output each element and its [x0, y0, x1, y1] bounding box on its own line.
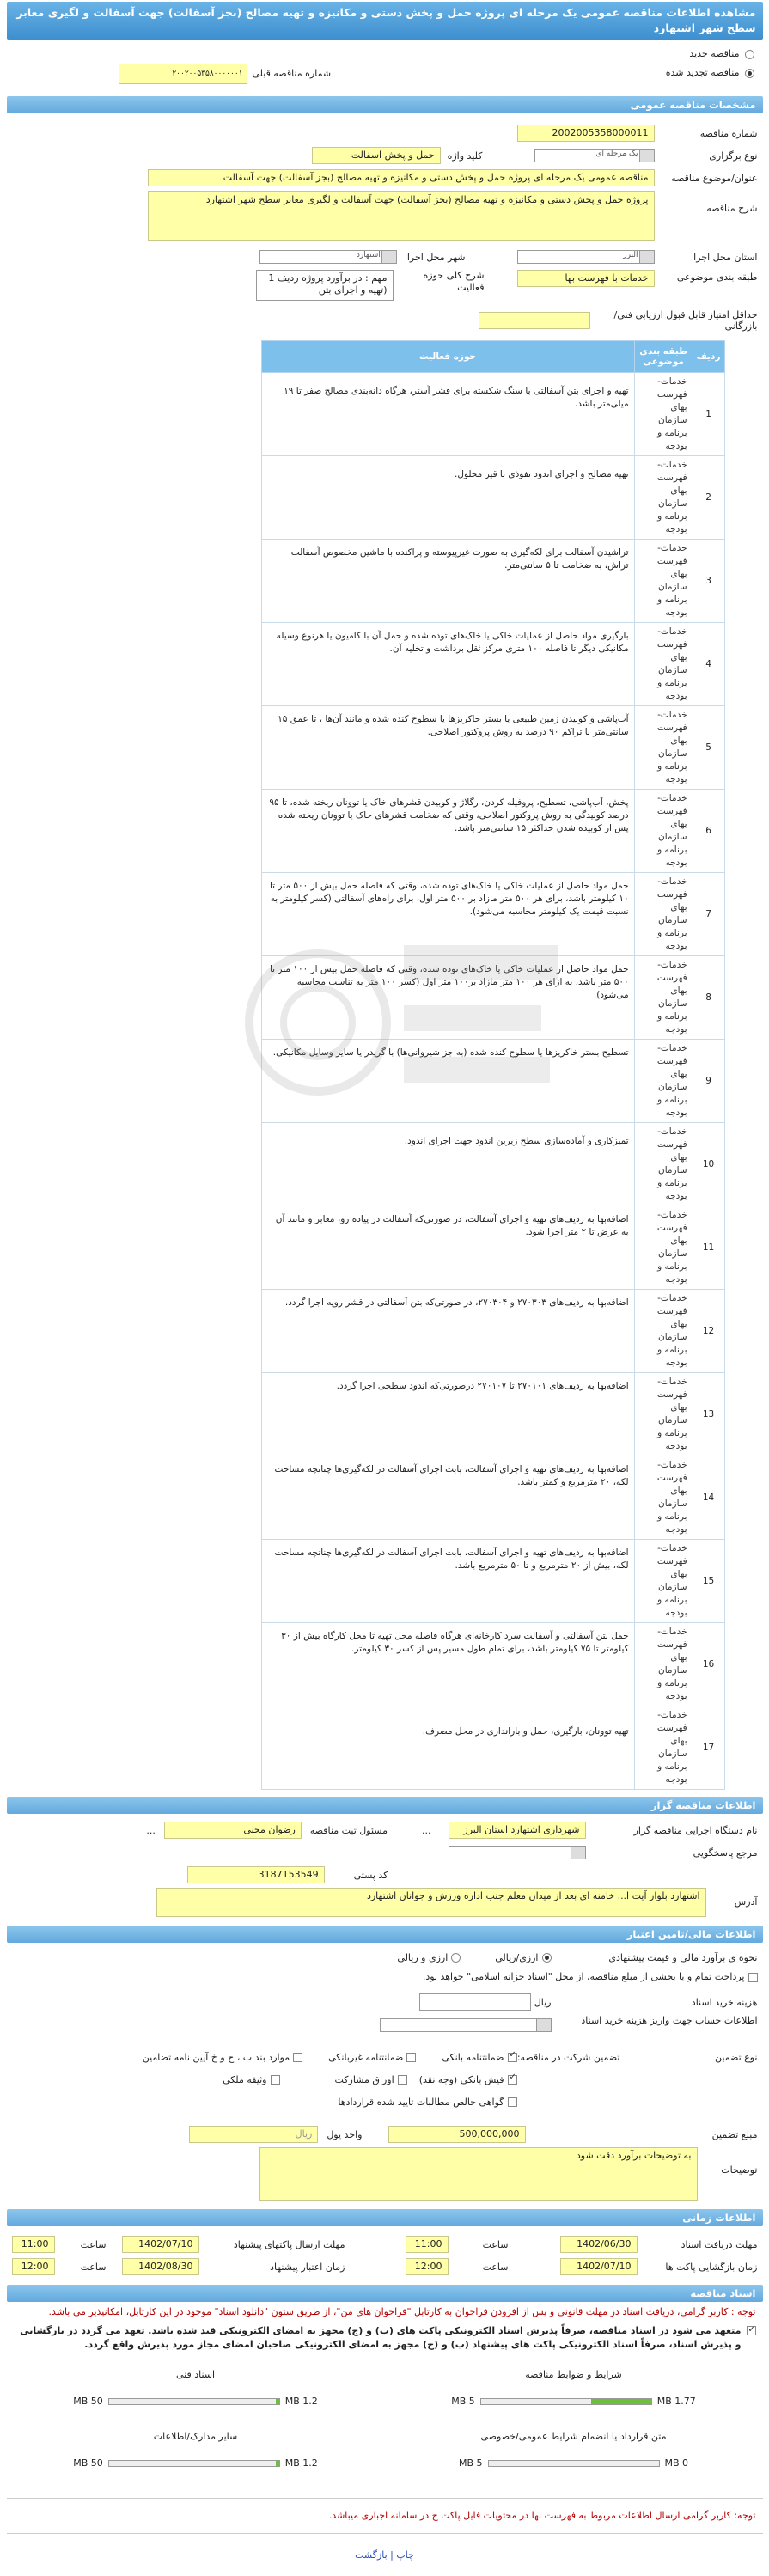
- col-row: ردیف: [693, 341, 724, 373]
- g-check-label: فیش بانکی (وجه نقد): [418, 2073, 504, 2085]
- eval-opt2-radio[interactable]: [451, 1953, 461, 1963]
- section-docs: اسناد مناقصه: [7, 2285, 763, 2302]
- subject-field: مناقصه عمومی یک مرحله ای پروژه حمل و پخش دستی و مکانیزه و تهیه مصالح (بجز آسفالت) جهت آسفالت: [148, 169, 655, 186]
- notes-label: توضیحات: [721, 2164, 758, 2176]
- row-number: 5: [693, 706, 724, 790]
- g-bank-checkbox[interactable]: [508, 2053, 517, 2062]
- file2: [33, 2369, 359, 2407]
- province-select[interactable]: البرز: [517, 250, 655, 264]
- files-area: [7, 2369, 763, 2407]
- org-ref-select[interactable]: [449, 1846, 586, 1859]
- scope-listbox[interactable]: مهم : در برآورد پروژه ردیف 1 (تهیه و اجرای بتن: [256, 270, 394, 301]
- address-label: آدرس: [734, 1896, 758, 1908]
- table-row: [261, 1206, 724, 1290]
- row-category: خدمات- فهرست بهای سازمان برنامه و بودجه: [634, 540, 693, 623]
- table-row: [261, 456, 724, 540]
- category-label: طبقه بندی موضوعی: [676, 272, 758, 283]
- row-category: خدمات- فهرست بهای سازمان برنامه و بودجه: [634, 1290, 693, 1373]
- valid-label: زمان اعتبار پیشنهاد: [270, 2261, 345, 2273]
- open-date: 1402/07/10: [560, 2258, 638, 2275]
- g-cases-label: موارد بند ب ، ج و خ آیین نامه تضامین: [142, 2051, 290, 2063]
- row-number: 3: [693, 540, 724, 623]
- send-date: 1402/07/10: [122, 2236, 199, 2253]
- row-number: 7: [693, 873, 724, 956]
- min-score-label: حداقل امتیاز قابل قبول ارزیابی فنی/بازرگانی: [613, 309, 758, 332]
- doc-note1: توجه : کاربر گرامی، دریافت اسناد در مهلت قانونی و پس از افزودن فراخوان به کارتابل "فراخوان های من"، از طریق ستون "دانلود اسناد" موجود در این کارتابل، امکانپذیر می باشد.: [48, 2306, 756, 2317]
- commit-checkbox[interactable]: [747, 2326, 756, 2335]
- prev-number-label: شماره مناقصه قبلی: [252, 68, 332, 79]
- row-category: خدمات- فهرست بهای سازمان برنامه و بودجه: [634, 1206, 693, 1290]
- row-category: خدمات- فهرست بهای سازمان برنامه و بودجه: [634, 1373, 693, 1456]
- pay-text: پرداخت تمام و یا بخشی از مبلغ مناقصه، از محل "اسناد خزانه اسلامی" خواهد بود.: [422, 1971, 745, 1982]
- file4-size: 1.2 MB: [284, 2457, 318, 2469]
- doc-cost-label: هزینه خرید اسناد: [691, 1996, 758, 2008]
- keyword-field: حمل و پخش آسفالت: [312, 147, 441, 164]
- file1-bar: [591, 2399, 650, 2404]
- col-category: طبقه بندی موضوعی: [634, 341, 693, 373]
- amount-label: مبلغ تضمین: [711, 2128, 758, 2140]
- type-renew-radio[interactable]: [745, 69, 754, 78]
- row-category: خدمات- فهرست بهای سازمان برنامه و بودجه: [634, 1540, 693, 1623]
- category-field: خدمات با فهرست بها: [517, 270, 655, 287]
- g-nonbank-label: ضمانتنامه غیربانکی: [328, 2051, 404, 2063]
- row-number: 17: [693, 1706, 724, 1790]
- row-number: 13: [693, 1373, 724, 1456]
- file4: [33, 2431, 359, 2469]
- recv-label: مهلت دریافت اسناد: [681, 2238, 758, 2250]
- g-nonbank-checkbox[interactable]: [406, 2053, 416, 2062]
- number-label: شماره مناقصه: [699, 127, 758, 139]
- row-number: 15: [693, 1540, 724, 1623]
- recv-date: 1402/06/30: [560, 2236, 638, 2253]
- table-row: [261, 873, 724, 956]
- g-property-checkbox[interactable]: [271, 2075, 280, 2085]
- open-label: زمان بازگشایی پاکت ها: [665, 2261, 758, 2273]
- scope-label: شرح کلی حوزه فعالیت: [423, 270, 485, 293]
- table-row: [261, 1456, 724, 1540]
- row-scope: حمل مواد حاصل از عملیات خاکی یا خاک‌های توده شده، وقتی که فاصله حمل بیش از ۵۰۰ متر تا ۱۰ کیلومتر باشد، برای هر ۵۰۰ متر مازاد بر ۵۰۰ متر اول، برای راه‌های آسفالتی (کسر کیلومتر به نسبت قیمت یک کیلومتر محاسبه می‌شود).: [261, 873, 634, 956]
- table-row: [261, 1623, 724, 1706]
- file2-size: 1.2 MB: [284, 2396, 318, 2407]
- desc-label: شرح مناقصه: [706, 203, 758, 214]
- row-number: 10: [693, 1123, 724, 1206]
- col-scope: حوزه فعالیت: [261, 341, 634, 373]
- open-time: 12:00: [406, 2258, 449, 2275]
- unit-label: واحد پول: [327, 2128, 363, 2140]
- prev-number-field: ۲۰۰۲۰۰۵۳۵۸۰۰۰۰۰۰۱: [119, 64, 247, 84]
- g-bonds-checkbox[interactable]: [398, 2075, 407, 2085]
- row-number: 8: [693, 956, 724, 1040]
- file2-label: اسناد فنی: [175, 2369, 216, 2380]
- valid-time: 12:00: [12, 2258, 55, 2275]
- doc-cost-field: [419, 1993, 531, 2011]
- eval-opt1-label: ارزی/ریالی: [495, 1951, 539, 1963]
- doc-cost-unit: ریال: [534, 1996, 552, 2008]
- file1-size: 1.77 MB: [656, 2396, 696, 2407]
- table-row: [261, 1290, 724, 1373]
- org-name-label: نام دستگاه اجرایی مناقصه گزار: [633, 1824, 758, 1836]
- row-category: خدمات- فهرست بهای سازمان برنامه و بودجه: [634, 956, 693, 1040]
- postal-field: 3187153549: [187, 1866, 325, 1883]
- postal-label: کد پستی: [353, 1869, 388, 1881]
- g-cert-checkbox[interactable]: [508, 2097, 517, 2107]
- open-time-word: ساعت: [482, 2261, 509, 2273]
- type-new-radio[interactable]: [745, 50, 754, 59]
- row-number: 2: [693, 456, 724, 540]
- file3: [411, 2431, 737, 2469]
- valid-time-word: ساعت: [80, 2261, 107, 2273]
- g-bank-label: ضمانتنامه بانکی: [442, 2051, 504, 2063]
- unit-field: ریال: [189, 2126, 318, 2143]
- row-scope: تهیه و اجرای بتن آسفالتی با سنگ شکسته برای قشر آستر، هرگاه دانه‌بندی مصالح صفر تا ۱۹ میلی‌متر باشد.: [261, 373, 634, 456]
- files-area-2: [7, 2431, 763, 2469]
- table-row: [261, 790, 724, 873]
- file4-label: سایر مدارک/اطلاعات: [153, 2431, 238, 2442]
- pay-checkbox[interactable]: [748, 1973, 758, 1982]
- table-row: [261, 540, 724, 623]
- table-row: [261, 1123, 724, 1206]
- row-number: 6: [693, 790, 724, 873]
- file2-max: 50 MB: [73, 2396, 103, 2407]
- row-category: خدمات- فهرست بهای سازمان برنامه و بودجه: [634, 1123, 693, 1206]
- type-renew-label: مناقصه تجدید شده: [665, 67, 740, 78]
- valid-date: 1402/08/30: [122, 2258, 199, 2275]
- row-category: خدمات- فهرست بهای سازمان برنامه و بودجه: [634, 1706, 693, 1790]
- file4-max: 50 MB: [73, 2457, 103, 2469]
- row-category: خدمات- فهرست بهای سازمان برنامه و بودجه: [634, 1456, 693, 1540]
- activity-table: [261, 340, 725, 1790]
- org-resp-label: مسئول ثبت مناقصه: [309, 1824, 388, 1836]
- final-note: توجه: کاربر گرامی ارسال اطلاعات مربوط به فهرست بها در محتویات فایل پاکت ج در سامانه اجباری میباشد.: [328, 2510, 756, 2521]
- table-row: [261, 956, 724, 1040]
- row-category: خدمات- فهرست بهای سازمان برنامه و بودجه: [634, 873, 693, 956]
- row-scope: اضافه‌بها به ردیف‌های تهیه و اجرای آسفالت، بابت اجرای آسفالت در لکه‌گیری‌ها چنانچه مساحت لکه، ۲۰ مترمربع و کمتر باشد.: [261, 1456, 634, 1540]
- row-scope: تهیه توونان، بارگیری، حمل و باراندازی در محل مصرف.: [261, 1706, 634, 1790]
- guarantee-label: نوع تضمین: [715, 2051, 758, 2063]
- g-cases-checkbox[interactable]: [293, 2053, 302, 2062]
- row-scope: اضافه‌بها به ردیف‌های ۲۷۰۱۰۱ تا ۲۷۰۱۰۷ درصورتی‌که اندود سطحی اجرا گردد.: [261, 1373, 634, 1456]
- table-row: [261, 706, 724, 790]
- account-select[interactable]: [380, 2018, 552, 2032]
- tender-type-group: [7, 40, 763, 89]
- section-finance: اطلاعات مالی/تامین اعتبار: [7, 1926, 763, 1943]
- send-label: مهلت ارسال پاکتهای پیشنهاد: [233, 2238, 345, 2250]
- footer-links: چاپ | بازگشت: [355, 2549, 414, 2561]
- section-spec: مشخصات مناقصه عمومی: [7, 96, 763, 113]
- row-scope: اضافه‌بها به ردیف‌های تهیه و اجرای آسفالت، در صورتی‌که آسفالت در پیاده رو، معابر و مانند آن به عرض تا ۲ متر اجرا شود.: [261, 1206, 634, 1290]
- address-field: اشتهارد بلوار آیت ا... خامنه ای بعد از میدان معلم جنب اداره ورزش و جوانان اشتهارد: [156, 1888, 706, 1917]
- eval-opt1-radio[interactable]: [542, 1953, 552, 1963]
- row-scope: حمل بتن آسفالتی و آسفالت سرد کارخانه‌ای هرگاه فاصله محل تهیه تا محل کارگاه بیش از ۳۰ کیلومتر تا ۷۵ کیلومتر باشد، برای تمام طول مسیر پس از کسر ۳۰ کیلومتر.: [261, 1623, 634, 1706]
- account-label: اطلاعات حساب جهت واریز هزینه خرید اسناد: [581, 2015, 758, 2026]
- table-row: [261, 373, 724, 456]
- eval-opt2-label: ارزی و ریالی: [397, 1951, 449, 1963]
- g-property-label: وثیقه ملکی: [223, 2073, 267, 2085]
- doc-note2: متعهد می شود در اسناد مناقصه، صرفاً پذیرش اسناد الکترونیکی پاکت های (ب) و (ج) مجهز به امضای الکترونیکی قید شده باشد. تعهد می گردد در بارگشایی و پذیرش اسناد، صرفاً اسناد الکترونیکی پاکت های پیشنهاد (ب) و (ج) مجهز به امضای الکترونیکی صاحبان امضای مجاز مورد پذیرش واقع گردد.: [20, 2325, 742, 2350]
- table-row: [261, 1373, 724, 1456]
- g-cert-label: گواهی خالص مطالبات تایید شده قراردادها: [338, 2096, 504, 2108]
- file4-bar: [276, 2461, 279, 2466]
- page-title: مشاهده اطلاعات مناقصه عمومی یک مرحله ای پروژه حمل و پخش دستی و مکانیزه و تهیه مصالح (بجز آسفالت) جهت آسفالت و لگیری معابر سطح شهر اشتهارد: [7, 2, 763, 40]
- file3-size: 0 MB: [664, 2457, 689, 2469]
- print-link[interactable]: چاپ: [396, 2549, 414, 2561]
- section-organizer: اطلاعات مناقصه گزار: [7, 1797, 763, 1814]
- table-row: [261, 1706, 724, 1790]
- page: مشاهده اطلاعات مناقصه عمومی یک مرحله ای پروژه حمل و پخش دستی و مکانیزه و تهیه مصالح (بجز آسفالت) جهت آسفالت و لگیری معابر سطح شهر اشتهارد مناقصه جدید مناقصه تجدید شده شماره مناقصه قبلی ۲۰۰۲۰۰۵۳۵۸۰۰۰۰۰۰۱ مشخصات مناقصه عمومی شماره مناقصه 2002005358000011 نوع برگزاری یک مرحله ای کلید واژه حمل و پخش آسفالت عنوان/موضوع مناقصه مناقصه عمومی یک مرحله ای پروژه حمل و پخش دستی و مکانیزه و تهیه مصالح (بجز آسفالت) جهت آسفالت شرح مناقصه پروژه حمل و پخش دستی و مکانیزه و تهیه مصالح (بجز آسفالت) جهت آسفالت و لگیری معابر سطح شهر اشتهارد استان محل اجرا البرز شهر محل اجرا اشتهارد طبقه بندی موضوعی خدمات با فهرست بها شرح کلی حوزه فعالیت مهم : در برآورد پروژه ردیف 1 (تهیه و اجرای بتن حداقل امتیاز قابل قبول ارزیابی فنی/بازرگانی ردیف طبقه بندی موضوعی حوزه فعالیت 1 خدمات- فهرست بهای سازمان برنامه و بودجه تهیه و اجرای بتن آسفالتی با سنگ شکسته برای قشر آستر، هرگاه دانه‌بندی مصالح صفر تا ۱۹ میلی‌متر باشد. 2 خدمات- فهرست بهای سازمان برنامه و بودجه تهیه مصالح و اجرای اندود نفوذی با قیر محلول. 3 خدمات- فهرست بهای سازمان برنامه و بودجه تراشیدن آسفالت برای لکه‌گیری به صورت غیرپیوسته و پراکنده با ماشین مخصوص آسفالت تراش، به ضخامت تا ۵ سانتی‌متر. 4 خدمات- فهرست بهای سازمان برنامه و بودجه بارگیری مواد حاصل از عملیات خاکی یا خاک‌های توده شده و حمل آن با کامیون یا هرنوع وسیله مکانیکی دیگر تا فاصله ۱۰۰ متری مرکز ثقل برداشت و تخلیه آن. 5 خدمات- فهرست بهای سازمان برنامه و بودجه آب‌پاشی و کوبیدن زمین طبیعی یا بستر خاکریزها یا سطوح کنده شده و مانند آن‌ها ، تا عمق ۱۵ سانتی‌متر با تراکم ۹۰ درصد به روش پروکتور اصلاحی. 6 خدمات- فهرست بهای سازمان برنامه و بودجه پخش، آب‌پاشی، تسطیح، پروفیله کردن، رگلاژ و کوبیدن قشرهای خاک یا توونان ریخته شده، تا ۹۵ درصد کوبیدگی به روش پروکتور اصلاحی، وقتی که ضخامت قشرهای خاک یا توونان ریخته شده پس از کوبیده شدن حداکثر ۱۵ سانتی‌متر باشد. 7 خدمات- فهرست بهای سازمان برنامه و بودجه حمل مواد حاصل از عملیات خاکی یا خاک‌های توده شده، وقتی که فاصله حمل بیش از ۵۰۰ متر تا ۱۰ کیلومتر باشد، برای هر ۵۰۰ متر مازاد بر ۵۰۰ متر اول، برای راه‌های آسفالتی (کسر کیلومتر به نسبت قیمت یک کیلومتر محاسبه می‌شود). 8 خدمات- فهرست بهای سازمان برنامه و بودجه حمل مواد حاصل از عملیات خاکی یا خاک‌های توده شده، وقتی که فاصله حمل بیش از ۱۰۰ متر تا ۵۰۰ متر باشد، به ازای هر ۱۰۰ متر مازاد بر۱۰۰ متر اول (کسر ۱۰۰ متر به تناسب محاسبه می‌شود). 9 خدمات- فهرست بهای سازمان برنامه و بودجه تسطیح بستر خاکریزها یا سطوح کنده شده (به جز شیروانی‌ها) با گریدر یا سایر وسایل مکانیکی. 10 خدمات- فهرست بهای سازمان برنامه و بودجه تمیزکاری و آماده‌سازی سطح زیرین اندود جهت اجرای اندود. 11 خدمات- فهرست بهای سازمان برنامه و بودجه اضافه‌بها به ردیف‌های تهیه و اجرای آسفالت، در صورتی‌که آسفالت در پیاده رو، معابر و مانند آن به عرض تا ۲ متر اجرا شود. 12 خدمات- فهرست بهای سازمان برنامه و بودجه اضافه‌بها به ردیف‌های ۲۷۰۳۰۳ و ۲۷۰۳۰۴، در صورتی‌که بتن آسفالتی در قشر رویه اجرا گردد. 13 خدمات- فهرست بهای سازمان برنامه و بودجه اضافه‌بها به ردیف‌های ۲۷۰۱۰۱ تا ۲۷۰۱۰۷ درصورتی‌که اندود سطحی اجرا گردد. 14 خدمات- فهرست بهای سازمان برنامه و بودجه اضافه‌بها به ردیف‌های تهیه و اجرای آسفالت، بابت اجرای آسفالت در لکه‌گیری‌ها چنانچه مساحت لکه، ۲۰ مترمربع و کمتر باشد. 15 خدمات- فهرست بهای سازمان برنامه و بودجه اضافه‌بها به ردیف‌های تهیه و اجرای آسفالت، بابت اجرای آسفالت در لکه‌گیری‌ها چنانچه مساحت لکه، بیش از ۲۰ مترمربع و تا ۵۰ مترمربع باشد. 16 خدمات- فهرست بهای سازمان برنامه و بودجه حمل بتن آسفالتی و آسفالت سرد کارخانه‌ای هرگاه فاصله محل تهیه تا محل کارگاه بیش از ۳۰ کیلومتر تا ۷۵ کیلومتر باشد، برای تمام طول مسیر پس از کسر ۳۰ کیلومتر. 17 خدمات- فهرست بهای سازمان برنامه و بودجه تهیه توونان، بارگیری، حمل و باراندازی در محل مصرف. اطلاعات مناقصه گزار نام دستگاه اجرایی مناقصه گزار شهرداری اشتهارد استان البرز ... مسئول ثبت مناقصه رضوان محبی ... مرجع پاسخگویی کد پستی 3187153549 آدرس اشتهارد بلوار آیت ا... خامنه ای بعد از میدان معلم جنب اداره ورزش و جوانان اشتهارد اطلاعات مالی/تامین اعتبار نحوه ی برآورد مالی و قیمت پیشنهادی ارزی/ریالی ارزی و ریالی پرداخت تمام و یا بخشی از مبلغ مناقصه، از محل "اسناد خزانه اسلامی" خواهد بود. هزینه خرید اسناد ریال اطلاعات حساب جهت واریز هزینه خرید اسناد نوع تضمین تضمین شرکت در مناقصه: ✓ ضمانتنامه بانکی ضمانتنامه غیربانکی موارد بند ب ، ج و خ آیین نامه تضامین ✓ فیش بانکی (وجه نقد) اوراق مشارکت وثیقه ملکی گواهی خالص مطالبات تایید شده قراردادها مبلغ تضمین 500,000,000 واحد پول ریال توضیحات به توضیحات برآورد دقت شود اطلاعات زمانی مهلت دریافت اسناد 1402/06/30 ساعت 11:00 مهلت ارسال پاکتهای پیشنهاد 1402/07/10 ساعت 11:00 زمان بازگشایی پاکت ها 1402/07/10 ساعت 12:00 زمان اعتبار پیشنهاد 1402/08/30 ساعت 12:00 اسناد مناقصه توجه : کاربر گرامی، دریافت اسناد در مهلت قانونی و پس از افزودن فراخوان به کارتابل "فراخوان های من"، از طریق ستون "دانلود اسناد" موجود در این کارتابل، امکانپذیر می باشد. ✓ متعهد می شود در اسناد مناقصه، صرفاً پذیرش اسناد الکترونیکی پاکت های (ب) و (ج) مجهز به امضای الکترونیکی قید شده باشد. تعهد می گردد در بارگشایی و پذیرش اسناد، صرفاً اسناد الکترونیکی پاکت های پیشنهاد (ب) و (ج) مجهز به امضای الکترونیکی صاحبان امضای مجاز مورد پذیرش واقع گردد. شرایط و ضوابط مناقصه 1.77 MB 5 MB اسناد فنی 1.2 MB 50 MB متن قرارداد یا انضمام شرایط عمومی/خصوصی 0 MB 5 MB سایر مدارک/اطلاعات 1.2 MB 50 MB توجه: کاربر گرامی ارسال اطلاعات مربوط به فهرست بها در محتویات فایل پاکت ج در سامانه اجباری میباشد. چاپ | بازگشت: [7, 0, 763, 2576]
- file3-max: 5 MB: [458, 2457, 483, 2469]
- row-scope: آب‌پاشی و کوبیدن زمین طبیعی یا بستر خاکریزها یا سطوح کنده شده و مانند آن‌ها ، تا عمق ۱۵ سانتی‌متر با تراکم ۹۰ درصد به روش پروکتور اصلاحی.: [261, 706, 634, 790]
- row-category: خدمات- فهرست بهای سازمان برنامه و بودجه: [634, 373, 693, 456]
- city-label: شهر محل اجرا: [406, 251, 466, 263]
- file2-bar: [276, 2399, 279, 2404]
- number-field: 2002005358000011: [517, 125, 655, 142]
- row-category: خدمات- فهرست بهای سازمان برنامه و بودجه: [634, 623, 693, 706]
- recv-time-word: ساعت: [482, 2238, 509, 2250]
- subject-label: عنوان/موضوع مناقصه: [671, 172, 758, 184]
- province-label: استان محل اجرا: [693, 251, 758, 263]
- g-check-checkbox[interactable]: [508, 2075, 517, 2085]
- row-number: 1: [693, 373, 724, 456]
- row-number: 4: [693, 623, 724, 706]
- file3-label: متن قرارداد یا انضمام شرایط عمومی/خصوصی: [480, 2431, 667, 2442]
- send-time: 11:00: [12, 2236, 55, 2253]
- row-scope: پخش، آب‌پاشی، تسطیح، پروفیله کردن، رگلاژ و کوبیدن قشرهای خاک یا توونان ریخته شده، تا ۹۵ درصد کوبیدگی به روش پروکتور اصلاحی، وقتی که ضخامت قشرهای خاک یا توونان ریخته شده پس از کوبیده شدن حداکثر ۱۵ سانتی‌متر باشد.: [261, 790, 634, 873]
- row-scope: تهیه مصالح و اجرای اندود نفوذی با قیر محلول.: [261, 456, 634, 540]
- g-bonds-label: اوراق مشارکت: [334, 2073, 394, 2085]
- file1: [411, 2369, 737, 2407]
- org-resp-field: رضوان محبی: [164, 1822, 302, 1839]
- row-scope: اضافه‌بها به ردیف‌های تهیه و اجرای آسفالت، بابت اجرای آسفالت در لکه‌گیری‌ها چنانچه مساحت لکه، بیش از ۲۰ مترمربع و تا ۵۰ مترمربع باشد.: [261, 1540, 634, 1623]
- keyword-label: کلید واژه: [447, 150, 483, 162]
- guarantee-type-label: تضمین شرکت در مناقصه:: [516, 2051, 620, 2063]
- row-number: 9: [693, 1040, 724, 1123]
- file1-label: شرایط و ضوابط مناقصه: [525, 2369, 622, 2380]
- table-row: [261, 1540, 724, 1623]
- min-score-field: [479, 312, 590, 329]
- org-name-field: شهرداری اشتهارد استان البرز: [449, 1822, 586, 1839]
- row-number: 16: [693, 1623, 724, 1706]
- send-time-word: ساعت: [80, 2238, 107, 2250]
- row-category: خدمات- فهرست بهای سازمان برنامه و بودجه: [634, 1623, 693, 1706]
- row-category: خدمات- فهرست بهای سازمان برنامه و بودجه: [634, 1040, 693, 1123]
- amount-field: 500,000,000: [388, 2126, 526, 2143]
- section-time: اطلاعات زمانی: [7, 2209, 763, 2226]
- type-new-label: مناقصه جدید: [689, 48, 740, 59]
- row-number: 11: [693, 1206, 724, 1290]
- notes-field: به توضیحات برآورد دقت شود: [259, 2147, 698, 2201]
- row-category: خدمات- فهرست بهای سازمان برنامه و بودجه: [634, 706, 693, 790]
- row-scope: تراشیدن آسفالت برای لکه‌گیری به صورت غیرپیوسته و پراکنده با ماشین مخصوص آسفالت تراش، به ضخامت تا ۵ سانتی‌متر.: [261, 540, 634, 623]
- table-row: [261, 1040, 724, 1123]
- table-row: [261, 623, 724, 706]
- row-scope: تسطیح بستر خاکریزها یا سطوح کنده شده (به جز شیروانی‌ها) با گریدر یا سایر وسایل مکانیکی.: [261, 1040, 634, 1123]
- row-scope: حمل مواد حاصل از عملیات خاکی یا خاک‌های توده شده، وقتی که فاصله حمل بیش از ۱۰۰ متر تا ۵۰۰ متر باشد، به ازای هر ۱۰۰ متر مازاد بر۱۰۰ متر اول (کسر ۱۰۰ متر به تناسب محاسبه می‌شود).: [261, 956, 634, 1040]
- row-category: خدمات- فهرست بهای سازمان برنامه و بودجه: [634, 456, 693, 540]
- city-select[interactable]: اشتهارد: [259, 250, 397, 264]
- desc-field: پروژه حمل و پخش دستی و مکانیزه و تهیه مصالح (بجز آسفالت) جهت آسفالت و لگیری معابر سطح شهر اشتهارد: [148, 191, 655, 241]
- row-number: 14: [693, 1456, 724, 1540]
- row-scope: بارگیری مواد حاصل از عملیات خاکی یا خاک‌های توده شده و حمل آن با کامیون یا هرنوع وسیله مکانیکی دیگر تا فاصله ۱۰۰ متری مرکز ثقل برداشت و تخلیه آن.: [261, 623, 634, 706]
- recv-time: 11:00: [406, 2236, 449, 2253]
- eval-label: نحوه ی برآورد مالی و قیمت پیشنهادی: [608, 1951, 758, 1963]
- row-number: 12: [693, 1290, 724, 1373]
- holding-select[interactable]: یک مرحله ای: [534, 149, 655, 162]
- row-category: خدمات- فهرست بهای سازمان برنامه و بودجه: [634, 790, 693, 873]
- back-link[interactable]: بازگشت: [355, 2549, 388, 2561]
- org-ref-label: مرجع پاسخگویی: [693, 1847, 758, 1859]
- holding-label: نوع برگزاری: [709, 150, 758, 162]
- file1-max: 5 MB: [451, 2396, 475, 2407]
- row-scope: تمیزکاری و آماده‌سازی سطح زیرین اندود جهت اجرای اندود.: [261, 1123, 634, 1206]
- row-scope: اضافه‌بها به ردیف‌های ۲۷۰۳۰۳ و ۲۷۰۳۰۴، در صورتی‌که بتن آسفالتی در قشر رویه اجرا گردد.: [261, 1290, 634, 1373]
